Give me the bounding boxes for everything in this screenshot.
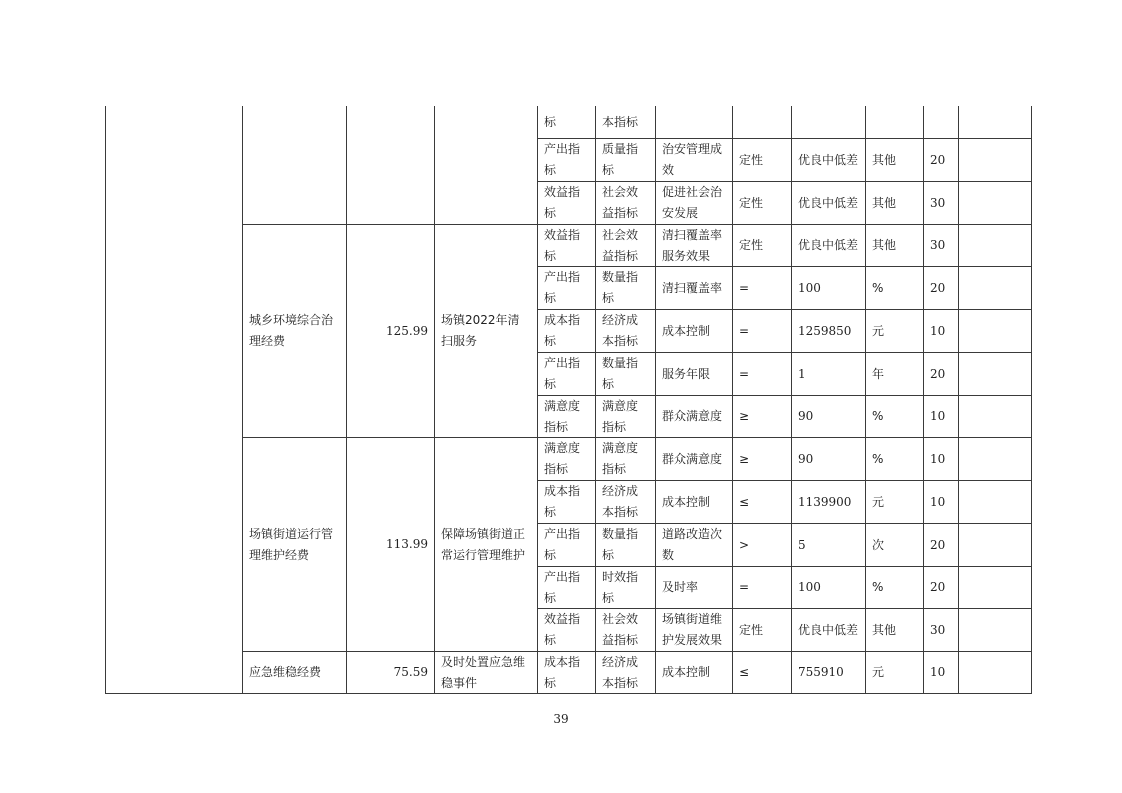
indicator-remark-cell — [959, 310, 1031, 352]
indicator-name-cell: 成本控制 — [662, 665, 711, 679]
project-name-cell: 城乡环境综合治理经费 — [249, 313, 334, 348]
indicator-weight-cell — [924, 107, 958, 138]
indicator-operator-cell: = — [739, 280, 750, 295]
indicator-name-cell: 及时率 — [662, 580, 699, 594]
indicator-level2-cell: 本指标 — [602, 115, 639, 129]
indicator-level2-cell: 时效指标 — [602, 569, 639, 605]
indicator-unit-cell: 其他 — [872, 622, 897, 637]
indicator-name-cell: 服务年限 — [662, 366, 711, 381]
indicator-level1-cell: 产出指标 — [544, 142, 581, 177]
indicator-level2-cell: 满意度指标 — [602, 441, 639, 476]
indicator-value-cell: 优良中低差 — [798, 152, 859, 167]
indicator-operator-cell: ≥ — [739, 409, 750, 423]
indicator-weight-cell: 20 — [930, 280, 946, 295]
indicator-remark-cell — [959, 652, 1031, 693]
indicator-value-cell — [792, 107, 865, 138]
indicator-value-cell: 1259850 — [798, 323, 852, 338]
project-target-cell — [435, 107, 537, 224]
indicator-name-cell: 治安管理成效 — [662, 142, 723, 177]
indicator-operator-cell: ≥ — [739, 451, 750, 466]
indicator-name-cell: 道路改造次数 — [662, 527, 723, 562]
indicator-weight-cell: 10 — [930, 323, 946, 338]
indicator-operator-cell: = — [739, 323, 750, 338]
indicator-unit-cell: 元 — [872, 665, 885, 679]
indicator-level1-cell: 效益指标 — [544, 185, 581, 220]
indicator-operator-cell: 定性 — [739, 622, 764, 637]
indicator-name-cell: 群众满意度 — [662, 451, 723, 466]
indicator-unit-cell: 次 — [872, 537, 885, 552]
indicator-weight-cell: 20 — [930, 580, 946, 594]
indicator-level2-cell: 质量指标 — [602, 142, 639, 177]
indicator-weight-cell: 30 — [930, 238, 946, 252]
indicator-level1-cell: 满意度指标 — [544, 398, 581, 434]
indicator-value-cell: 优良中低差 — [798, 238, 859, 252]
indicator-name-cell: 场镇街道维护发展效果 — [662, 612, 723, 647]
indicator-remark-cell — [959, 438, 1031, 480]
indicator-unit-cell: 其他 — [872, 195, 897, 210]
indicator-name-cell — [656, 107, 732, 138]
indicator-level1-cell: 效益指标 — [544, 227, 581, 263]
indicator-weight-cell: 30 — [930, 622, 946, 637]
indicator-operator-cell: 定性 — [739, 238, 764, 252]
indicator-weight-cell: 20 — [930, 537, 946, 552]
indicator-weight-cell: 20 — [930, 366, 946, 381]
indicator-name-cell: 清扫覆盖率 — [662, 280, 723, 295]
indicator-weight-cell: 10 — [930, 665, 946, 679]
indicator-level2-cell: 经济成本指标 — [602, 313, 639, 348]
indicator-level2-cell: 数量指标 — [602, 356, 639, 391]
indicator-name-cell: 促进社会治安发展 — [662, 185, 723, 220]
indicator-level1-cell: 产出指标 — [544, 270, 581, 305]
indicator-level2-cell: 经济成本指标 — [602, 484, 639, 519]
indicator-remark-cell — [959, 524, 1031, 566]
indicator-unit-cell: % — [872, 451, 884, 466]
indicator-name-cell: 群众满意度 — [662, 409, 723, 423]
indicator-unit-cell: % — [872, 409, 884, 423]
indicator-name-cell: 成本控制 — [662, 494, 711, 509]
table-left-border — [105, 106, 106, 694]
indicator-level2-cell: 社会效益指标 — [602, 185, 639, 220]
indicator-value-cell: 优良中低差 — [798, 622, 859, 637]
project-target-cell: 场镇2022年清扫服务 — [441, 313, 520, 348]
indicator-value-cell: 100 — [798, 580, 821, 594]
indicator-weight-cell: 10 — [930, 409, 946, 423]
indicator-weight-cell: 10 — [930, 494, 946, 509]
indicator-weight-cell: 30 — [930, 195, 946, 210]
indicator-value-cell: 1139900 — [798, 494, 852, 509]
indicator-level2-cell: 社会效益指标 — [602, 612, 639, 647]
indicator-unit-cell: 元 — [872, 494, 885, 509]
indicator-operator-cell: ≤ — [739, 494, 750, 509]
indicator-level1-cell: 成本指标 — [544, 654, 581, 690]
project-name-cell — [243, 107, 346, 224]
indicator-remark-cell — [959, 609, 1031, 651]
indicator-remark-cell — [959, 567, 1031, 608]
project-target-cell: 及时处置应急维稳事件 — [441, 654, 526, 690]
indicator-value-cell: 1 — [798, 366, 806, 381]
project-amount-cell: 113.99 — [386, 537, 428, 551]
indicator-level2-cell: 数量指标 — [602, 527, 639, 562]
indicator-remark-cell — [959, 182, 1031, 224]
indicator-level1-cell: 产出指标 — [544, 356, 581, 391]
indicator-level1-cell: 产出指标 — [544, 527, 581, 562]
indicator-operator-cell: 定性 — [739, 195, 764, 210]
project-amount-cell: 125.99 — [386, 323, 428, 338]
project-amount-cell: 75.59 — [393, 665, 428, 679]
indicator-remark-cell — [959, 481, 1031, 523]
indicator-unit-cell: 其他 — [872, 238, 897, 252]
indicator-remark-cell — [959, 107, 1031, 138]
indicator-level1-cell: 标 — [544, 115, 557, 129]
indicator-level1-cell: 成本指标 — [544, 313, 581, 348]
indicator-value-cell: 100 — [798, 280, 821, 295]
indicator-operator-cell: > — [739, 537, 750, 552]
indicator-remark-cell — [959, 267, 1031, 309]
indicator-unit-cell: 年 — [872, 366, 885, 381]
indicator-unit-cell: 元 — [872, 323, 885, 338]
indicator-level1-cell: 产出指标 — [544, 569, 581, 605]
indicator-operator-cell: ≤ — [739, 665, 750, 679]
project-target-cell: 保障场镇街道正常运行管理维护 — [441, 526, 526, 562]
indicator-weight-cell: 20 — [930, 152, 946, 167]
indicator-level1-cell: 满意度指标 — [544, 441, 581, 476]
indicator-value-cell: 5 — [798, 537, 806, 552]
indicator-operator-cell: = — [739, 366, 750, 381]
indicator-unit-cell: % — [872, 580, 884, 594]
indicator-remark-cell — [959, 396, 1031, 437]
indicator-level2-cell: 数量指标 — [602, 270, 639, 305]
indicator-operator-cell: = — [739, 580, 750, 594]
column-divider — [1031, 106, 1032, 694]
indicator-level2-cell: 社会效益指标 — [602, 227, 639, 263]
indicator-value-cell: 90 — [798, 409, 814, 423]
project-name-cell: 应急维稳经费 — [249, 665, 322, 679]
indicator-remark-cell — [959, 353, 1031, 395]
indicator-level1-cell: 成本指标 — [544, 484, 581, 519]
indicator-remark-cell — [959, 139, 1031, 181]
indicator-value-cell: 90 — [798, 451, 814, 466]
indicator-name-cell: 清扫覆盖率服务效果 — [662, 227, 723, 263]
project-amount-cell — [347, 107, 434, 224]
indicator-level2-cell: 经济成本指标 — [602, 654, 639, 690]
indicator-unit-cell: 其他 — [872, 152, 897, 167]
indicator-unit-cell: % — [872, 280, 884, 295]
page-number: 39 — [553, 712, 569, 726]
indicator-name-cell: 成本控制 — [662, 323, 711, 338]
indicator-value-cell: 755910 — [798, 665, 844, 679]
project-name-cell: 场镇街道运行管理维护经费 — [249, 526, 334, 562]
indicator-level1-cell: 效益指标 — [544, 612, 581, 647]
indicator-operator-cell — [733, 107, 791, 138]
indicator-value-cell: 优良中低差 — [798, 195, 859, 210]
indicator-operator-cell: 定性 — [739, 152, 764, 167]
indicator-unit-cell — [866, 107, 923, 138]
indicator-weight-cell: 10 — [930, 451, 946, 466]
indicator-remark-cell — [959, 225, 1031, 266]
indicator-level2-cell: 满意度指标 — [602, 398, 639, 434]
